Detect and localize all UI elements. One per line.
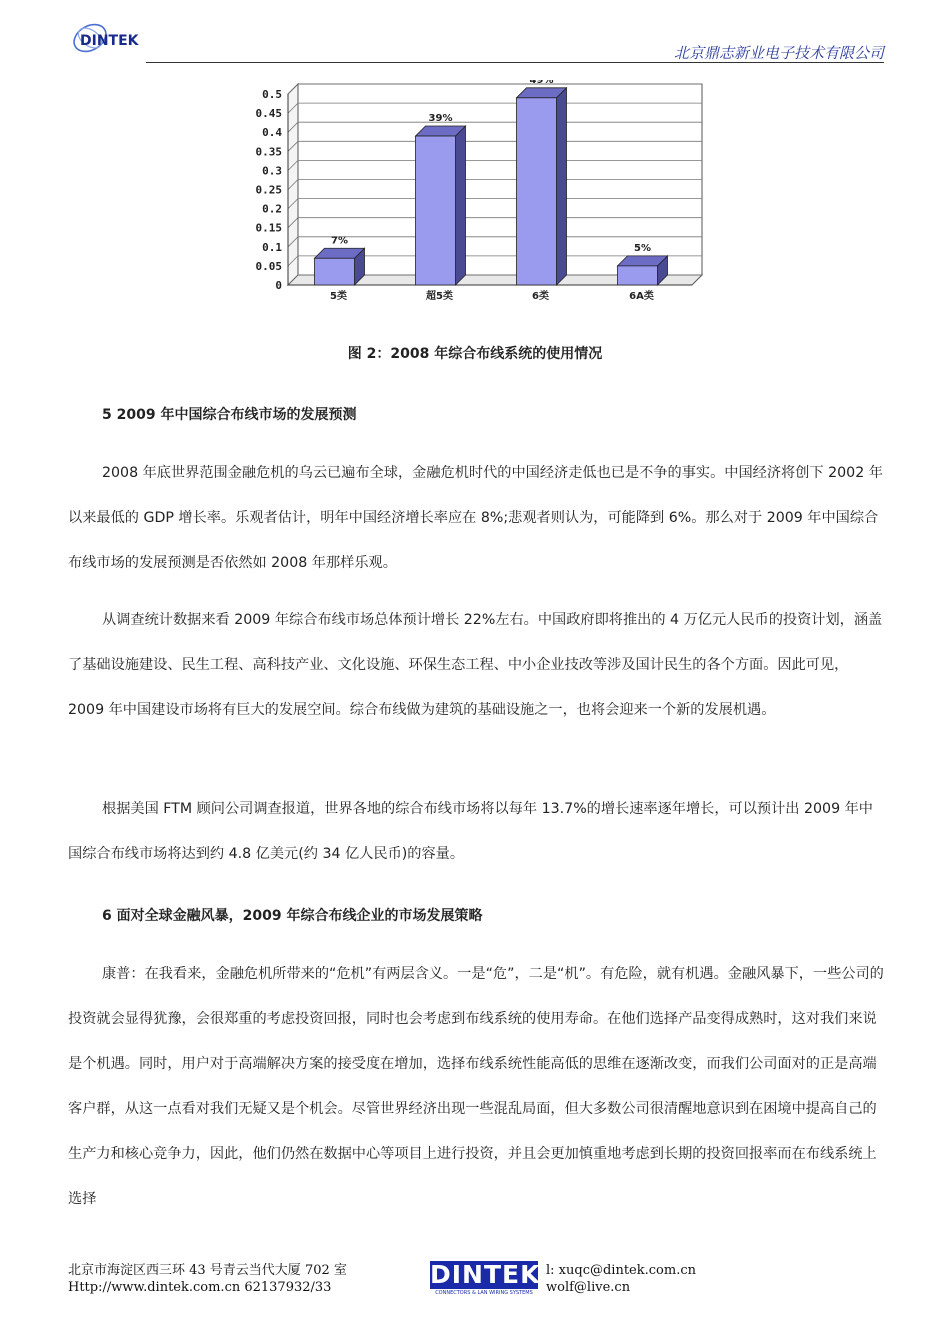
bar-side: [456, 126, 466, 285]
figure-caption: 图 2：2008 年综合布线系统的使用情况: [347, 346, 603, 362]
footer-left: [68, 1262, 347, 1296]
bar-chart: [230, 80, 710, 310]
x-tick-label: 5类: [330, 291, 347, 302]
y-tick-label: 0.45: [255, 107, 282, 121]
footer-web-phone: Http://www.dintek.com.cn 62137932/33: [68, 1280, 332, 1295]
bar: [618, 266, 658, 285]
section5-paragraph-2: 从调查统计数据来看 2009 年综合布线市场总体预计增长 22%左右。中国政府即将推出的 4 万亿元人民币的投资计划，涵盖了基础设施建设、民生工程、高科技产业、文化设施、环保生态工程、中小企业技改等涉及国计民生的各个方面。因此可见，2009 年中国建设市场将有巨大的发展空间。综合布线做为建筑的基础设施之一，也将会迎来一个新的发展机遇。: [68, 612, 883, 718]
section5-heading: 5 2009 年中国综合布线市场的发展预测: [102, 407, 357, 423]
data-label: 5%: [634, 242, 651, 254]
y-tick-label: 0.5: [262, 88, 282, 101]
y-tick-label: 0.25: [255, 183, 282, 197]
y-tick-label: 0.4: [262, 126, 282, 140]
y-tick-label: 0.1: [262, 240, 282, 254]
y-tick-label: 0.35: [255, 145, 282, 159]
y-tick-label: 0: [275, 279, 282, 292]
dintek-logo-graphic: [66, 14, 156, 64]
section6-paragraph-1: 康普：在我看来，金融危机所带来的“危机”有两层含义。一是“危”，二是“机”。有危险，就有机遇。金融风暴下，一些公司的投资就会显得犹豫，会很郑重的考虑投资回报，同时也会考虑到布线系统的使用寿命。在他们选择产品变得成熟时，这对我们来说是个机遇。同时，用户对于高端解决方案的接受度在增加，选择布线系统性能高低的思维在逐渐改变，而我们公司面对的正是高端客户群，从这一点看对我们无疑又是个机会。尽管世界经济出现一些混乱局面，但大多数公司很清醒地意识到在困境中提高自己的生产力和核心竞争力，因此，他们仍然在数据中心等项目上进行投资，并且会更加慎重地考虑到长期的投资回报率而在布线系统上选择: [68, 966, 884, 1207]
x-tick-label: 6类: [532, 291, 549, 302]
footer-logo: [430, 1260, 541, 1299]
data-label: 49%: [529, 80, 554, 86]
footer-logo-text: DINTEK: [430, 1260, 541, 1289]
data-label: 39%: [428, 113, 453, 125]
bar-side: [557, 88, 567, 285]
y-tick-label: 0.05: [255, 259, 282, 273]
company-name: 北京鼎志新业电子技术有限公司: [673, 44, 884, 62]
data-label: 7%: [331, 235, 348, 247]
logo-text: DINTEK: [80, 33, 139, 49]
header-rule: [146, 62, 884, 63]
footer-email-1: l: xuqc@dintek.com.cn: [546, 1263, 696, 1278]
bar: [517, 98, 557, 285]
footer-email-2: wolf@live.cn: [546, 1280, 631, 1295]
bar: [315, 258, 355, 285]
section5-paragraph-1: 2008 年底世界范围金融危机的乌云已遍布全球，金融危机时代的中国经济走低也已是不争的事实。中国经济将创下 2002 年以来最低的 GDP 增长率。乐观者估计，明年中国经济增长率应在 8%;悲观者则认为，可能降到 6%。那么对于 2009 年中国综合布线市场的发展预测是否依然如 2008 年那样乐观。: [68, 465, 883, 571]
company-logo: [66, 14, 156, 64]
x-tick-label: 超5类: [426, 291, 453, 302]
bar: [416, 136, 456, 285]
y-tick-label: 0.15: [255, 221, 282, 235]
chart-svg: [230, 80, 710, 310]
section5-paragraph-3: 根据美国 FTM 顾问公司调查报道，世界各地的综合布线市场将以每年 13.7%的增长速率逐年增长，可以预计出 2009 年中国综合布线市场将达到约 4.8 亿美元(约 34 亿人民币)的容量。: [68, 801, 873, 862]
footer-address: 北京市海淀区西三环 43 号青云当代大厦 702 室: [68, 1263, 347, 1278]
y-tick-label: 0.3: [262, 164, 282, 178]
footer-right: [546, 1262, 696, 1296]
section6-heading: 6 面对全球金融风暴，2009 年综合布线企业的市场发展策略: [102, 908, 483, 924]
y-tick-label: 0.2: [262, 202, 282, 216]
footer-logo-tagline: CONNECTORS & LAN WIRING SYSTEMS: [435, 1290, 533, 1296]
x-tick-label: 6A类: [629, 291, 654, 302]
